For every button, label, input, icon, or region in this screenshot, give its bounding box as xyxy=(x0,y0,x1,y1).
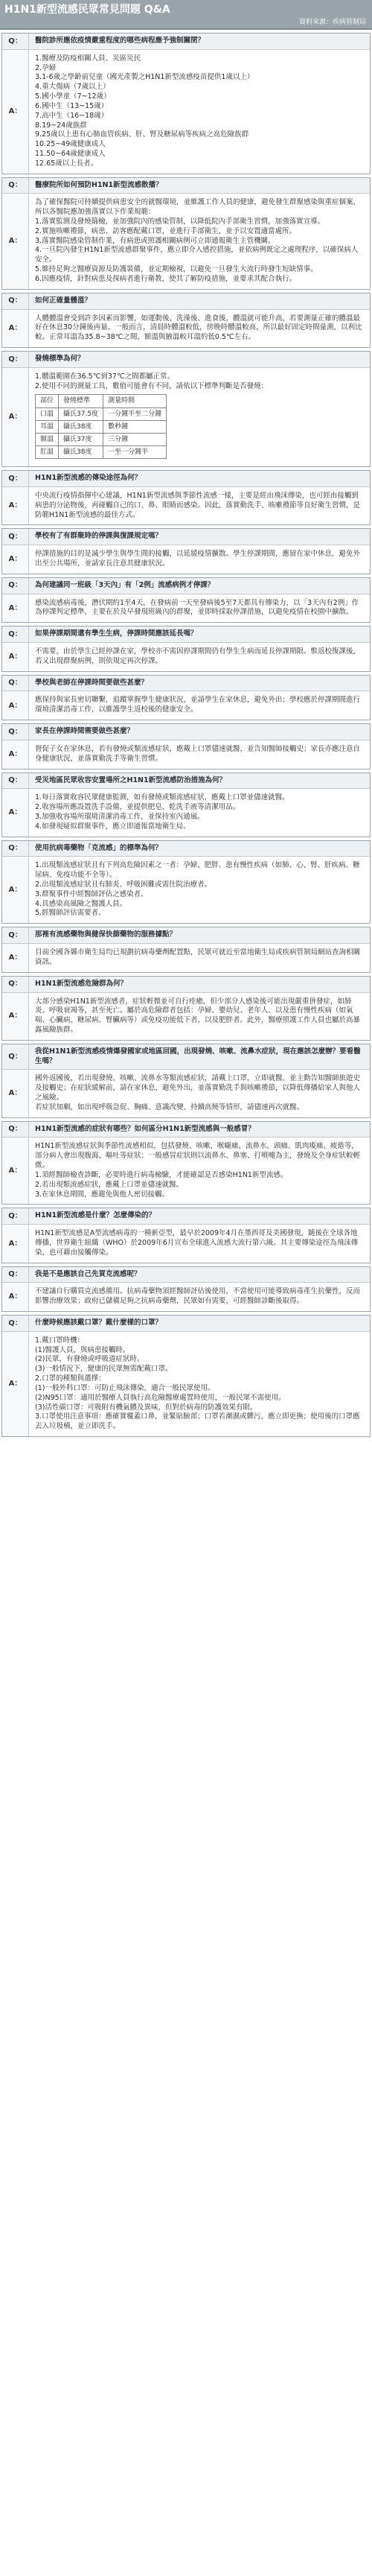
answer-line: 9.25歲以上患有心肺血管疾病、肝、腎及糖尿病等疾病之高危險族群 xyxy=(35,130,249,139)
answer-line: 8.19~24歲族群 xyxy=(35,121,87,130)
table-row xyxy=(36,395,167,407)
answer-text xyxy=(29,993,370,1040)
answer-label: A： xyxy=(2,857,29,923)
answer-row xyxy=(2,50,370,174)
answer-text xyxy=(29,368,274,466)
answer-line: 7.高中生（16~18歲） xyxy=(35,111,109,120)
answer-line: 2.使用不同的測量工具，數值可能會有不同，請依以下標準判斷是否發燒： xyxy=(35,381,269,390)
answer-line: 3.在家休息期間，應避免與他人密切接觸。 xyxy=(35,1190,170,1199)
answer-line: 為了確保醫院可持續提供病患安全的就醫環境，並維護工作人員的健康，避免發生群聚感染與重症個案，所以各醫院應加強落實以下作業規範： xyxy=(35,198,361,217)
question-text: 受災地區民眾收容安置場所之H1N1新型流感防治措施為何？ xyxy=(35,775,227,784)
question-text: 發燒標準為何？ xyxy=(35,354,85,363)
answer-text xyxy=(29,194,370,288)
answer-line: 目前全國各縣市衛生局均已規劃抗病毒藥劑配置點，民眾可就近至當地衛生局或疾病管制局網站查詢相關資訊。 xyxy=(35,948,361,966)
question-label: Q： xyxy=(2,1044,29,1070)
title-bar xyxy=(0,0,372,30)
answer-line: 2.出現類流感症狀且有肺炎、呼吸困難或需住院治療者。 xyxy=(35,881,212,889)
question-label: Q： xyxy=(2,34,29,49)
answer-line: 1.體溫範圍在36.5℃到37℃之間都屬正常。 xyxy=(35,372,175,381)
answer-row xyxy=(2,1332,370,1436)
answer-line: 4.重大傷病（7歲以上） xyxy=(35,83,110,92)
answer-line: 4.如發現疑似群聚事件，應立即通報當地衛生局。 xyxy=(35,822,190,831)
question-text: 學校有了有群聚時的停課與復課規定嗎？ xyxy=(35,532,163,541)
question-label: Q： xyxy=(2,626,29,642)
question-label: Q： xyxy=(2,1267,29,1283)
answer-text xyxy=(29,50,260,174)
question-row xyxy=(2,977,370,993)
answer-line: 4.一旦院內發生H1N1新型流感群聚事件，應立即介入感控措施，並依病例既定之處理程序，以確保病人安全。 xyxy=(35,246,359,264)
answer-row xyxy=(2,545,370,574)
qa-block xyxy=(1,675,371,720)
answer-label: A： xyxy=(2,487,29,524)
answer-line: 6.因應疫情，針對病患及探病者進行衛教，使其了解防疫措施，並要求其配合執行。 xyxy=(35,274,297,283)
answer-text xyxy=(29,789,295,836)
answer-label: A： xyxy=(2,1283,29,1311)
qa-block xyxy=(1,1266,371,1312)
table-cell: 額溫 xyxy=(36,433,59,445)
question-row xyxy=(2,294,370,310)
qa-block xyxy=(1,927,371,972)
answer-line: 3.加強收容場所環境清潔消毒工作，並保持室內通風。 xyxy=(35,812,205,821)
answer-line: 大部分感染H1N1新型流感者，症狀輕微並可自行痊癒，但少部分人感染後可能出現嚴重併發症，如肺炎、呼吸衰竭等，甚至死亡。屬於高危險群者包括：孕婦、嬰幼兒、老年人、以及患有慢性疾病（如氣喘、心臟病、糖尿病、腎臟病等）或免疫功能低下者，以及肥胖者。此外，醫療照護工作人員也屬於高暴露風險族群。 xyxy=(35,997,361,1034)
question-label: Q： xyxy=(2,676,29,691)
question-text: 我是不是應該自己先買克流感呢？ xyxy=(35,1269,141,1278)
answer-text xyxy=(29,545,370,574)
question-row xyxy=(2,927,370,944)
question-row xyxy=(2,1122,370,1138)
answer-row xyxy=(2,487,370,524)
answer-text xyxy=(29,487,370,524)
answer-row xyxy=(2,368,370,466)
answer-text xyxy=(29,944,370,972)
table-row xyxy=(36,407,167,420)
answer-line: 4.具感染高風險之醫護人員。 xyxy=(35,899,127,908)
answer-line: 1.戴口罩時機： xyxy=(35,1336,85,1345)
question-row xyxy=(2,178,370,194)
table-cell: 攝氏37.5度 xyxy=(59,407,103,420)
answer-line: H1N1新型流感是A型流感病毒的一種新亞型，最早於2009年4月在墨西哥及美國發現，隨後在全球各地傳播，世界衛生組織（WHO）於2009年6月宣布全球進入流感大流行第六級。其主要傳染途徑為飛沫傳染，也可藉由接觸傳染。 xyxy=(35,1229,359,1257)
answer-line: 停課措施的目的是減少學生與學生間的接觸，以延緩疫情擴散。學生停課期間，應留在家中休息，避免外出至公共場所，並請家長注意其健康狀況。 xyxy=(35,550,361,568)
answer-row xyxy=(2,1138,370,1204)
answer-label: A： xyxy=(2,594,29,623)
answer-line: 3.口罩使用注意事項：應確實覆蓋口鼻，並緊貼臉部；口罩若潮濕或髒污，應立即更換；使用後的口罩應丟入垃圾桶，並立即洗手。 xyxy=(35,1412,360,1431)
answer-line: 11.50~64歲健康成人 xyxy=(35,149,106,158)
answer-line: (2)民眾，有發燒或呼吸道症狀時。 xyxy=(35,1355,144,1364)
table-cell: 測量時間 xyxy=(103,395,167,407)
qa-block xyxy=(1,470,371,525)
answer-label: A： xyxy=(2,1225,29,1262)
qa-block xyxy=(1,577,371,623)
question-label: Q： xyxy=(2,1122,29,1138)
answer-row xyxy=(2,789,370,836)
question-text: H1N1新型流感是什麼？怎麼傳染的？ xyxy=(35,1211,156,1220)
question-row xyxy=(2,352,370,368)
table-cell: 發燒標準 xyxy=(59,395,103,407)
answer-line: 人體體溫會受到許多因素而影響，如運動後、洗澡後、進食後，體溫就可能升高，若要測量正確的體溫最好在休息30分鐘後再量。一般而言，清晨時體溫較低，傍晚時體溫較高，所以最好固定時間量測，以利比較。正常耳溫為35.8~38℃之間，額溫與腋溫較耳溫約低0.5℃左右。 xyxy=(35,314,362,342)
answer-row xyxy=(2,740,370,769)
answer-line: 3.群聚事件中經醫師評估之感染者。 xyxy=(35,889,148,898)
table-cell: 一至一分鐘半 xyxy=(103,445,167,458)
answer-label: A： xyxy=(2,545,29,574)
question-text: 學校與老師在停課時間要做些甚麼？ xyxy=(35,678,149,687)
question-text: H1N1新型流感的症狀有哪些？如何區分H1N1新型流感與一般感冒？ xyxy=(35,1124,255,1133)
answer-row xyxy=(2,643,370,671)
answer-line: (1)一般外科口罩：可防止飛沫傳染，適合一般民眾使用。 xyxy=(35,1383,215,1392)
answer-row xyxy=(2,944,370,972)
question-label: Q： xyxy=(2,1316,29,1331)
qa-block xyxy=(1,1208,371,1263)
answer-text xyxy=(29,1332,370,1436)
answer-line: 中央流行疫情指揮中心建議，H1N1新型流感與季節性流感一樣，主要是經由飛沫傳染，也可經由接觸到病患的分泌物後，再碰觸自己的口、鼻、眼睛而感染。因此，落實勤洗手、咳嗽禮節等良好衛生習慣，是防範H1N1新型流感的最佳方式。 xyxy=(35,491,361,519)
question-row xyxy=(2,529,370,545)
answer-label: A： xyxy=(2,740,29,769)
table-row xyxy=(36,445,167,458)
answer-line: (1)醫護人員，與病患接觸時。 xyxy=(35,1345,130,1354)
answer-line: 5.國小學童（7~12歲） xyxy=(35,92,111,101)
question-row xyxy=(2,34,370,50)
answer-text xyxy=(29,740,370,769)
question-label: Q： xyxy=(2,724,29,740)
qa-block xyxy=(1,1315,371,1437)
answer-line: 12.65歲以上長者。 xyxy=(35,159,98,168)
question-row xyxy=(2,773,370,790)
answer-label: A： xyxy=(2,194,29,288)
table-row xyxy=(36,433,167,445)
question-row xyxy=(2,724,370,740)
answer-line: 2.收容場所應設置洗手設備，並提供肥皂、乾洗手液等清潔用品。 xyxy=(35,803,240,812)
answer-line: 5.維持足夠之醫療資源及防護裝備，並定期檢視，以避免一旦發生大流行時發生短缺情事。 xyxy=(35,265,318,274)
qa-block xyxy=(1,626,371,671)
answer-label: A： xyxy=(2,1070,29,1117)
answer-text xyxy=(29,594,370,623)
table-cell: 口溫 xyxy=(36,407,59,420)
answer-row xyxy=(2,1225,370,1262)
answer-line: 督促子女在家休息，若有發燒或類流感症狀，應戴上口罩儘速就醫，並告知醫師接觸史；家長亦應注意自身健康狀況，並落實勤洗手等衛生習慣。 xyxy=(35,744,361,763)
qa-block xyxy=(1,723,371,769)
answer-line: 2.口罩的種類與選擇： xyxy=(35,1374,106,1383)
answer-label: A： xyxy=(2,1138,29,1204)
source-note: 資料來源：疾病管制局 xyxy=(298,19,366,26)
answer-row xyxy=(2,310,370,347)
answer-label: A： xyxy=(2,310,29,347)
question-row xyxy=(2,1044,370,1070)
answer-text xyxy=(29,1138,370,1204)
qa-block xyxy=(1,840,371,924)
table-cell: 攝氏37度 xyxy=(59,433,103,445)
answer-line: 不需要，由於學生已經停課在家，學校亦不需因停課期間仍有學生生病而延長停課期限。惟返校復課後，若又出現群聚病例，則依規定再次停課。 xyxy=(35,647,361,665)
answer-line: 感染流感病毒後，潛伏期約1至4天，在發病前一天至發病後5至7天都具有傳染力，以「3天內有2例」作為停課判定標準，主要在於及早發現班級內的群聚，並即時採取停課措施，以避免疫情在校園中擴散。 xyxy=(35,598,359,617)
question-text: 如何正確量體溫？ xyxy=(35,296,92,305)
table-cell: 肛溫 xyxy=(36,445,59,458)
table-cell: 攝氏38度 xyxy=(59,420,103,433)
answer-label: A： xyxy=(2,368,29,466)
qa-block xyxy=(1,33,371,174)
question-label: Q： xyxy=(2,977,29,992)
qa-list xyxy=(0,33,372,1437)
answer-label: A： xyxy=(2,691,29,720)
question-text: 我從H1N1新型流感疫情爆發國家或地區回國，出現發燒、咳嗽、流鼻水症狀，現在應該怎麼辦？要看醫生嗎？ xyxy=(35,1047,361,1065)
answer-label: A： xyxy=(2,643,29,671)
answer-row xyxy=(2,691,370,720)
answer-line: 5.經醫師評估需要者。 xyxy=(35,909,106,918)
question-text: H1N1新型流感的傳染途徑為何？ xyxy=(35,474,142,483)
qa-block xyxy=(1,1044,371,1118)
question-row xyxy=(2,841,370,857)
question-row xyxy=(2,578,370,594)
answer-line: 2.若出現類流感症狀，應戴上口罩並儘速就醫。 xyxy=(35,1180,184,1189)
qa-block xyxy=(1,1121,371,1205)
table-cell: 耳溫 xyxy=(36,420,59,433)
question-text: 那裡有流感藥物與健保快篩藥物的服務據點？ xyxy=(35,930,177,939)
answer-text xyxy=(29,643,370,671)
answer-line: 1.醫療及防疫相關人員、災區災民 xyxy=(35,54,141,63)
qa-block xyxy=(1,528,371,574)
answer-line: 1.出現類流感症狀且有下列高危險因素之一者：孕婦、肥胖、患有慢性疾病（如肺、心、腎、肝疾病、糖尿病、免疫功能不全等）。 xyxy=(35,861,360,880)
answer-line: 1.須經醫師檢查診斷，必要時進行病毒檢驗，才能確認是否感染H1N1新型流感。 xyxy=(35,1170,288,1179)
question-text: H1N1新型流感危險群為何？ xyxy=(35,979,128,988)
question-row xyxy=(2,626,370,643)
question-label: Q： xyxy=(2,927,29,943)
answer-line: 若症狀加劇，如出現呼吸急促、胸痛、意識改變、持續高燒等情形，請儘速再次就醫。 xyxy=(35,1103,304,1111)
answer-row xyxy=(2,1070,370,1117)
answer-text xyxy=(29,1225,370,1262)
answer-row xyxy=(2,594,370,623)
question-text: 什麼時候應該戴口罩？戴什麼樣的口罩？ xyxy=(35,1319,163,1327)
question-text: 為何建議同一班級「3天內」有「2例」流感病例才停課？ xyxy=(35,580,215,589)
page-title: H1N1新型流感民眾常見問題 Q&A xyxy=(4,4,170,16)
answer-label: A： xyxy=(2,993,29,1040)
answer-line: 2.孕婦 xyxy=(35,63,57,72)
question-row xyxy=(2,1316,370,1332)
question-label: Q： xyxy=(2,529,29,545)
answer-line: 應保持與家長密切聯繫，追蹤掌握學生健康狀況，並請學生在家休息，避免外出；學校應於停課期間進行環境清潔消毒工作，以維護學生返校後的健康安全。 xyxy=(35,696,361,714)
table-cell: 數秒鐘 xyxy=(103,420,167,433)
question-row xyxy=(2,471,370,487)
qa-block xyxy=(1,177,371,290)
answer-line: 3.1-6歲之學齡前兒童（國光產製之H1N1新型流感疫苗提供1歲以上） xyxy=(35,73,254,82)
question-label: Q： xyxy=(2,178,29,194)
answer-line: 10.25~49歲健康成人 xyxy=(35,140,106,149)
qa-block xyxy=(1,976,371,1041)
answer-text xyxy=(29,1070,370,1117)
answer-line: (3)活性碳口罩：可吸附有機氣體及異味，但對於病毒的防護效果有限。 xyxy=(35,1403,257,1412)
answer-line: (3)一般情況下，健康的民眾無需配戴口罩。 xyxy=(35,1365,173,1374)
question-row xyxy=(2,1267,370,1284)
question-label: Q： xyxy=(2,773,29,789)
table-cell: 一分鐘半至二分鐘 xyxy=(103,407,167,420)
table-row xyxy=(36,420,167,433)
answer-line: 1.落實監測及發燒篩檢，並加強院內的感染管制，以降低院內手部衛生習慣，加強落實宣導。 xyxy=(35,218,325,226)
answer-line: 國外返國後，若出現發燒、咳嗽、流鼻水等類流感症狀，請戴上口罩，立即就醫，並主動告知醫師旅遊史及接觸史；在症狀緩解前，請在家休息，避免外出，並落實勤洗手與咳嗽禮節，以降低傳播給家人與他人之風險。 xyxy=(35,1074,361,1103)
answer-label: A： xyxy=(2,50,29,174)
answer-label: A： xyxy=(2,789,29,836)
question-label: Q： xyxy=(2,352,29,367)
question-label: Q： xyxy=(2,294,29,309)
answer-line: (2)N95口罩：適用於醫療人員執行高危險醫療處置時使用，一般民眾不需使用。 xyxy=(35,1393,286,1402)
qa-block xyxy=(1,293,371,348)
qa-block xyxy=(1,773,371,837)
answer-text xyxy=(29,857,370,923)
question-row xyxy=(2,676,370,692)
fever-table xyxy=(35,394,167,459)
answer-text xyxy=(29,691,370,720)
answer-label: A： xyxy=(2,1332,29,1436)
answer-row xyxy=(2,1283,370,1311)
answer-text xyxy=(29,310,370,347)
table-cell: 部位 xyxy=(36,395,59,407)
answer-row xyxy=(2,194,370,288)
question-text: 醫院診所應依疫情嚴重程度的哪些病程應予強制關閉？ xyxy=(35,37,205,45)
answer-label: A： xyxy=(2,944,29,972)
answer-row xyxy=(2,993,370,1040)
question-label: Q： xyxy=(2,841,29,857)
question-label: Q： xyxy=(2,1208,29,1224)
answer-line: H1N1新型流感症狀與季節性流感相似，包括發燒、咳嗽、喉嚨痛、流鼻水、頭痛、肌肉痠痛、疲倦等，部分病人會出現腹瀉、嘔吐等症狀；一般感冒症狀則以流鼻水、鼻塞、打噴嚏為主，發燒及全身症狀較輕微。 xyxy=(35,1142,361,1170)
answer-row xyxy=(2,857,370,923)
question-text: 家長在停課時間需要做些甚麼？ xyxy=(35,727,135,736)
answer-line: 不建議自行購買克流感備用。抗病毒藥物須經醫師評估後使用，不當使用可能導致病毒產生抗藥性，反而影響治療效果；政府已儲備足夠之抗病毒藥劑，民眾如有需要，可經醫師診斷後取得。 xyxy=(35,1287,361,1306)
question-text: 醫療院所如何預防H1N1新型流感散播？ xyxy=(35,180,163,189)
question-text: 如果停課期間還有學生生病，停課時間應該延長嗎？ xyxy=(35,629,198,638)
question-row xyxy=(2,1208,370,1225)
answer-line: 3.落實醫院感染管制作業，有病患或照護相關病例可立即通報衛生主管機關。 xyxy=(35,236,275,245)
table-cell: 攝氏38度 xyxy=(59,445,103,458)
answer-line: 2.實施咳嗽禮節，病患、訪客應配戴口罩，並進行手部衛生，並予以安置適當處所。 xyxy=(35,226,297,235)
table-cell: 三分鐘 xyxy=(103,433,167,445)
question-label: Q： xyxy=(2,578,29,594)
answer-line: 1.每日落實收容民眾健康監測，如有發燒或類流感症狀，應戴上口罩並儘速就醫。 xyxy=(35,793,289,802)
question-text: 使用抗病毒藥物「克流感」的標準為何？ xyxy=(35,843,163,852)
qa-block xyxy=(1,351,371,467)
question-label: Q： xyxy=(2,471,29,486)
answer-text xyxy=(29,1283,370,1311)
answer-line: 6.國中生（13~15歲） xyxy=(35,101,109,110)
